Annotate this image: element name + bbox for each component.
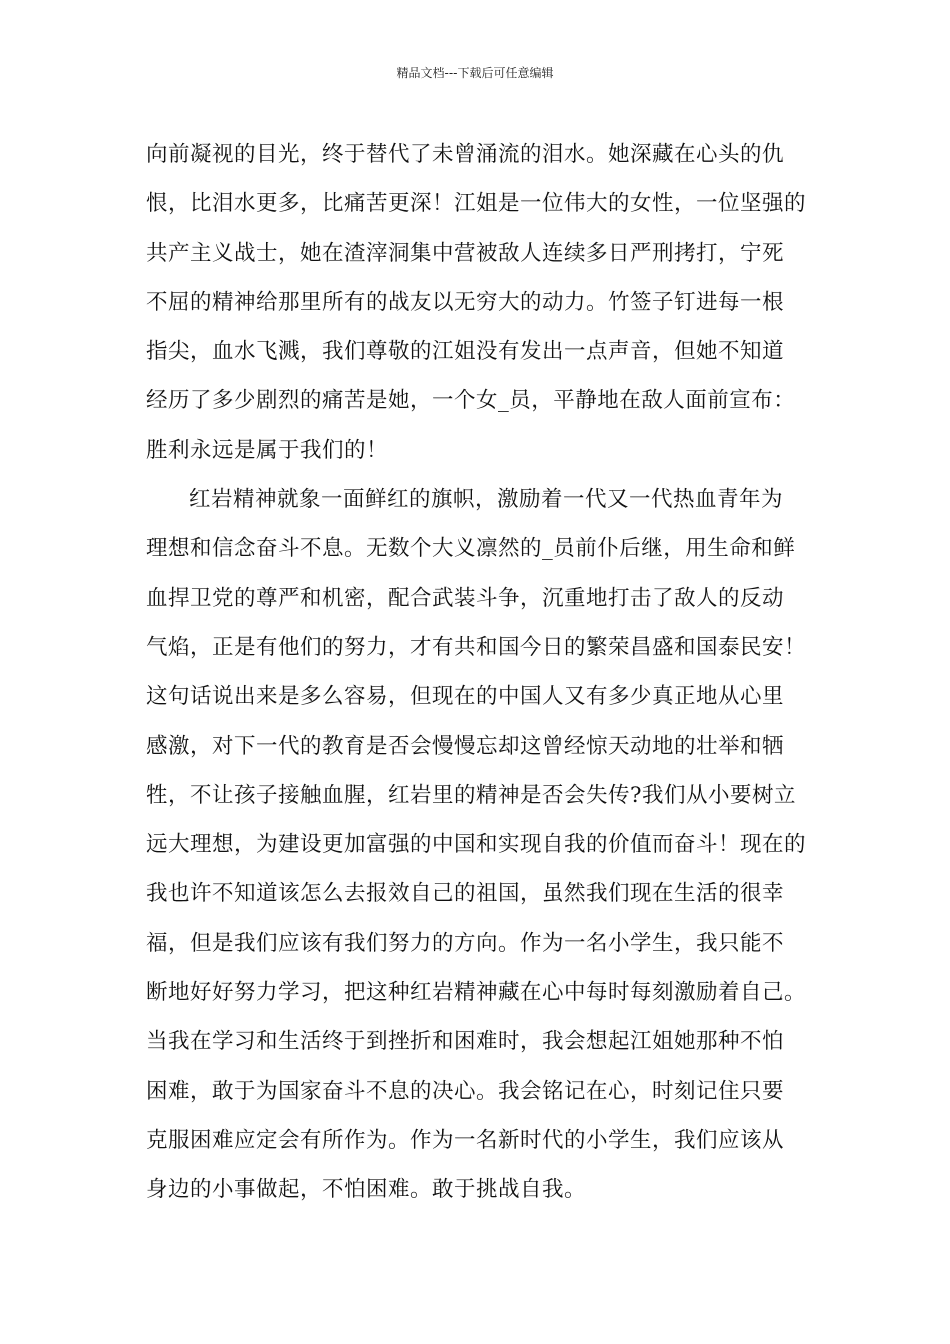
text-line: 理想和信念奋斗不息。无数个大义凛然的_员前仆后继，用生命和鲜 — [146, 536, 796, 562]
text-line: 当我在学习和生活终于到挫折和困难时，我会想起江姐她那种不怕 — [146, 1029, 785, 1055]
text-line: 气焰，正是有他们的努力，才有共和国今日的繁荣昌盛和国泰民安！ — [146, 634, 807, 660]
text-line: 克服困难应定会有所作为。作为一名新时代的小学生，我们应该从 — [146, 1127, 785, 1153]
text-line: 福，但是我们应该有我们努力的方向。作为一名小学生，我只能不 — [146, 930, 785, 956]
text-line: 身边的小事做起，不怕困难。敢于挑战自我。 — [146, 1177, 587, 1203]
text-line: 血捍卫党的尊严和机密，配合武装斗争，沉重地打击了敌人的反动 — [146, 585, 785, 611]
text-line: 断地好好努力学习，把这种红岩精神藏在心中每时每刻激励着自己。 — [146, 980, 807, 1006]
text-line: 恨，比泪水更多，比痛苦更深！江姐是一位伟大的女性，一位坚强的 — [146, 191, 807, 217]
text-line: 红岩精神就象一面鲜红的旗帜，激励着一代又一代热血青年为 — [189, 487, 784, 513]
text-line: 我也许不知道该怎么去报效自己的祖国，虽然我们现在生活的很幸 — [146, 881, 785, 907]
text-line: 感激，对下一代的教育是否会慢慢忘却这曾经惊天动地的壮举和牺 — [146, 733, 785, 759]
paragraph-1 — [146, 130, 816, 475]
text-line: 共产主义战士，她在渣滓洞集中营被敌人连续多日严刑拷打，宁死 — [146, 240, 785, 266]
text-line: 牲，不让孩子接触血腥，红岩里的精神是否会失传?我们从小要树立 — [146, 782, 797, 808]
page-header: 精品文档---下载后可任意编辑 — [396, 66, 554, 80]
text-line: 胜利永远是属于我们的！ — [146, 437, 389, 463]
text-line: 这句话说出来是多么容易，但现在的中国人又有多少真正地从心里 — [146, 684, 785, 710]
text-line: 经历了多少剧烈的痛苦是她，一个女_员，平静地在敌人面前宣布： — [146, 388, 796, 414]
text-line: 指尖，血水飞溅，我们尊敬的江姐没有发出一点声音，但她不知道 — [146, 339, 785, 365]
text-line: 不屈的精神给那里所有的战友以无穷大的动力。竹签子钉进每一根 — [146, 289, 785, 315]
paragraph-2 — [146, 475, 816, 1214]
text-line: 远大理想，为建设更加富强的中国和实现自我的价值而奋斗！现在的 — [146, 832, 807, 858]
document-body — [146, 130, 816, 1215]
text-line: 困难，敢于为国家奋斗不息的决心。我会铭记在心，时刻记住只要 — [146, 1078, 785, 1104]
text-line: 向前凝视的目光，终于替代了未曾涌流的泪水。她深藏在心头的仇 — [146, 142, 785, 167]
